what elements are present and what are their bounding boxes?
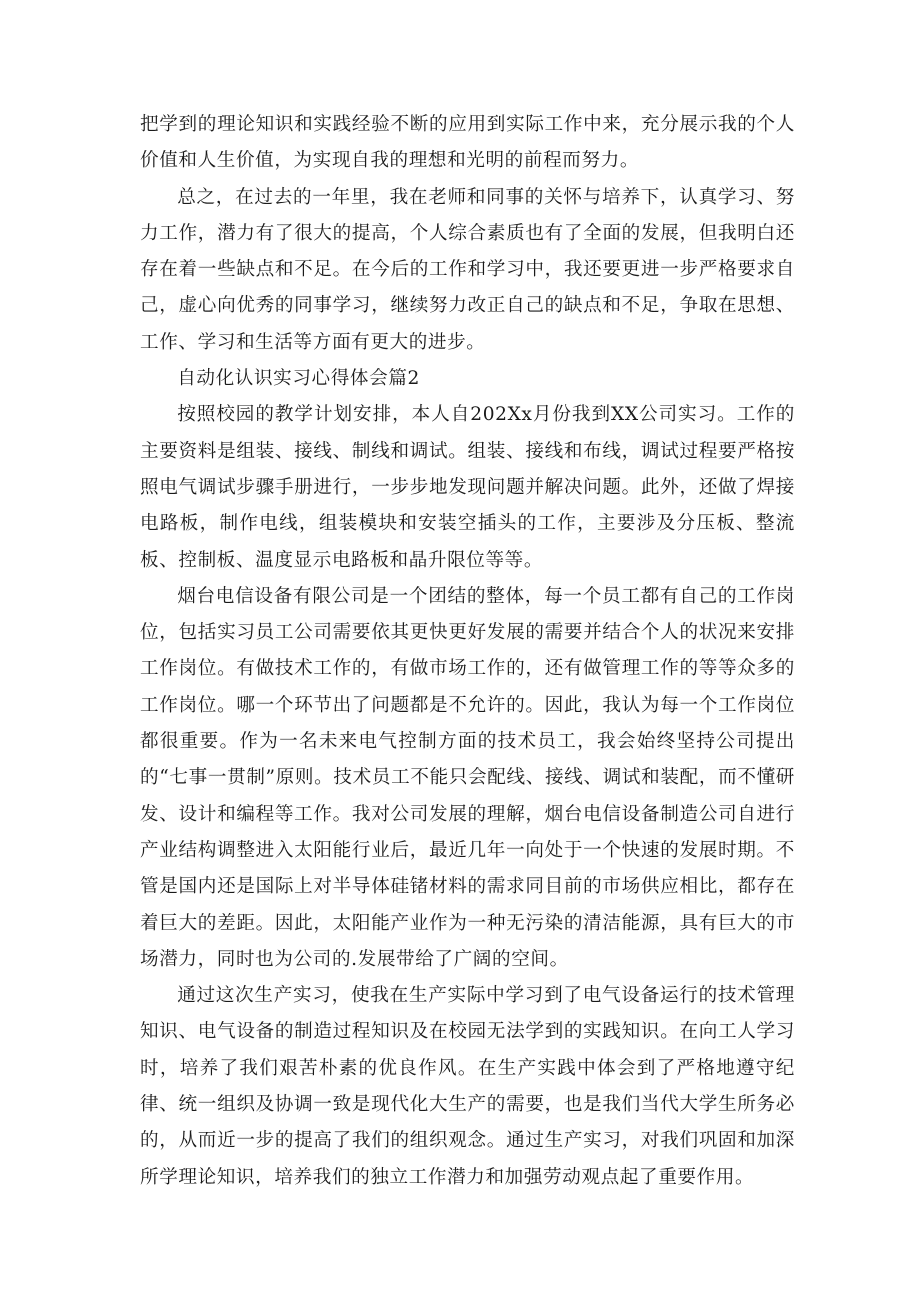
paragraph-summary: 总之，在过去的一年里，我在老师和同事的关怀与培养下，认真学习、努力工作，潜力有了很大的提高，个人综合素质也有了全面的发展，但我明白还存在着一些缺点和不足。在今后的工作和学习中，我还要更进一步严格要求自己，虚心向优秀的同事学习，继续努力改正自己的缺点和不足，争取在思想、工作、学习和生活等方面有更大的进步。 xyxy=(140,186,795,353)
document-body xyxy=(140,107,795,1196)
paragraph-company: 烟台电信设备有限公司是一个团结的整体，每一个员工都有自己的工作岗位，包括实习员工公司需要依其更快更好发展的需要并结合个人的状况来安排工作岗位。有做技术工作的，有做市场工作的，还有做管理工作的等等众多的工作岗位。哪一个环节出了问题都是不允许的。因此，我认为每一个工作岗位都很重要。作为一名未来电气控制方面的技术员工，我会始终坚持公司提出的“七事一贯制”原则。技术员工不能只会配线、接线、调试和装配，而不懂研发、设计和编程等工作。我对公司发展的理解，烟台电信设备制造公司自进行产业结构调整进入太阳能行业后，最近几年一向处于一个快速的发展时期。不管是国内还是国际上对半导体硅锗材料的需求同目前的市场供应相比，都存在着巨大的差距。因此，太阳能产业作为一种无污染的清洁能源，具有巨大的市场潜力，同时也为公司的.发展带给了广阔的空间。 xyxy=(140,585,795,970)
paragraph-internship-plan: 按照校园的教学计划安排，本人自202Xx月份我到XX公司实习。工作的主要资料是组装、接线、制线和调试。组装、接线和布线，调试过程要严格按照电气调试步骤手册进行，一步步地发现问题并解决问题。此外，还做了焊接电路板，制作电线，组装模块和安装空插头的工作，主要涉及分压板、整流板、控制板、温度显示电路板和晶升限位等等。 xyxy=(140,404,795,571)
paragraph-continuation: 把学到的理论知识和实践经验不断的应用到实际工作中来，充分展示我的个人价值和人生价值，为实现自我的理想和光明的前程而努力。 xyxy=(140,114,795,172)
paragraph-conclusion: 通过这次生产实习，使我在生产实际中学习到了电气设备运行的技术管理知识、电气设备的制造过程知识及在校园无法学到的实践知识。在向工人学习时，培养了我们艰苦朴素的优良作风。在生产实践中体会到了严格地遵守纪律、统一组织及协调一致是现代化大生产的需要，也是我们当代大学生所务必的，从而近一步的提高了我们的组织观念。通过生产实习，对我们巩固和加深所学理论知识，培养我们的独立工作潜力和加强劳动观点起了重要作用。 xyxy=(140,985,795,1188)
section-heading: 自动化认识实习心得体会篇2 xyxy=(177,368,420,390)
